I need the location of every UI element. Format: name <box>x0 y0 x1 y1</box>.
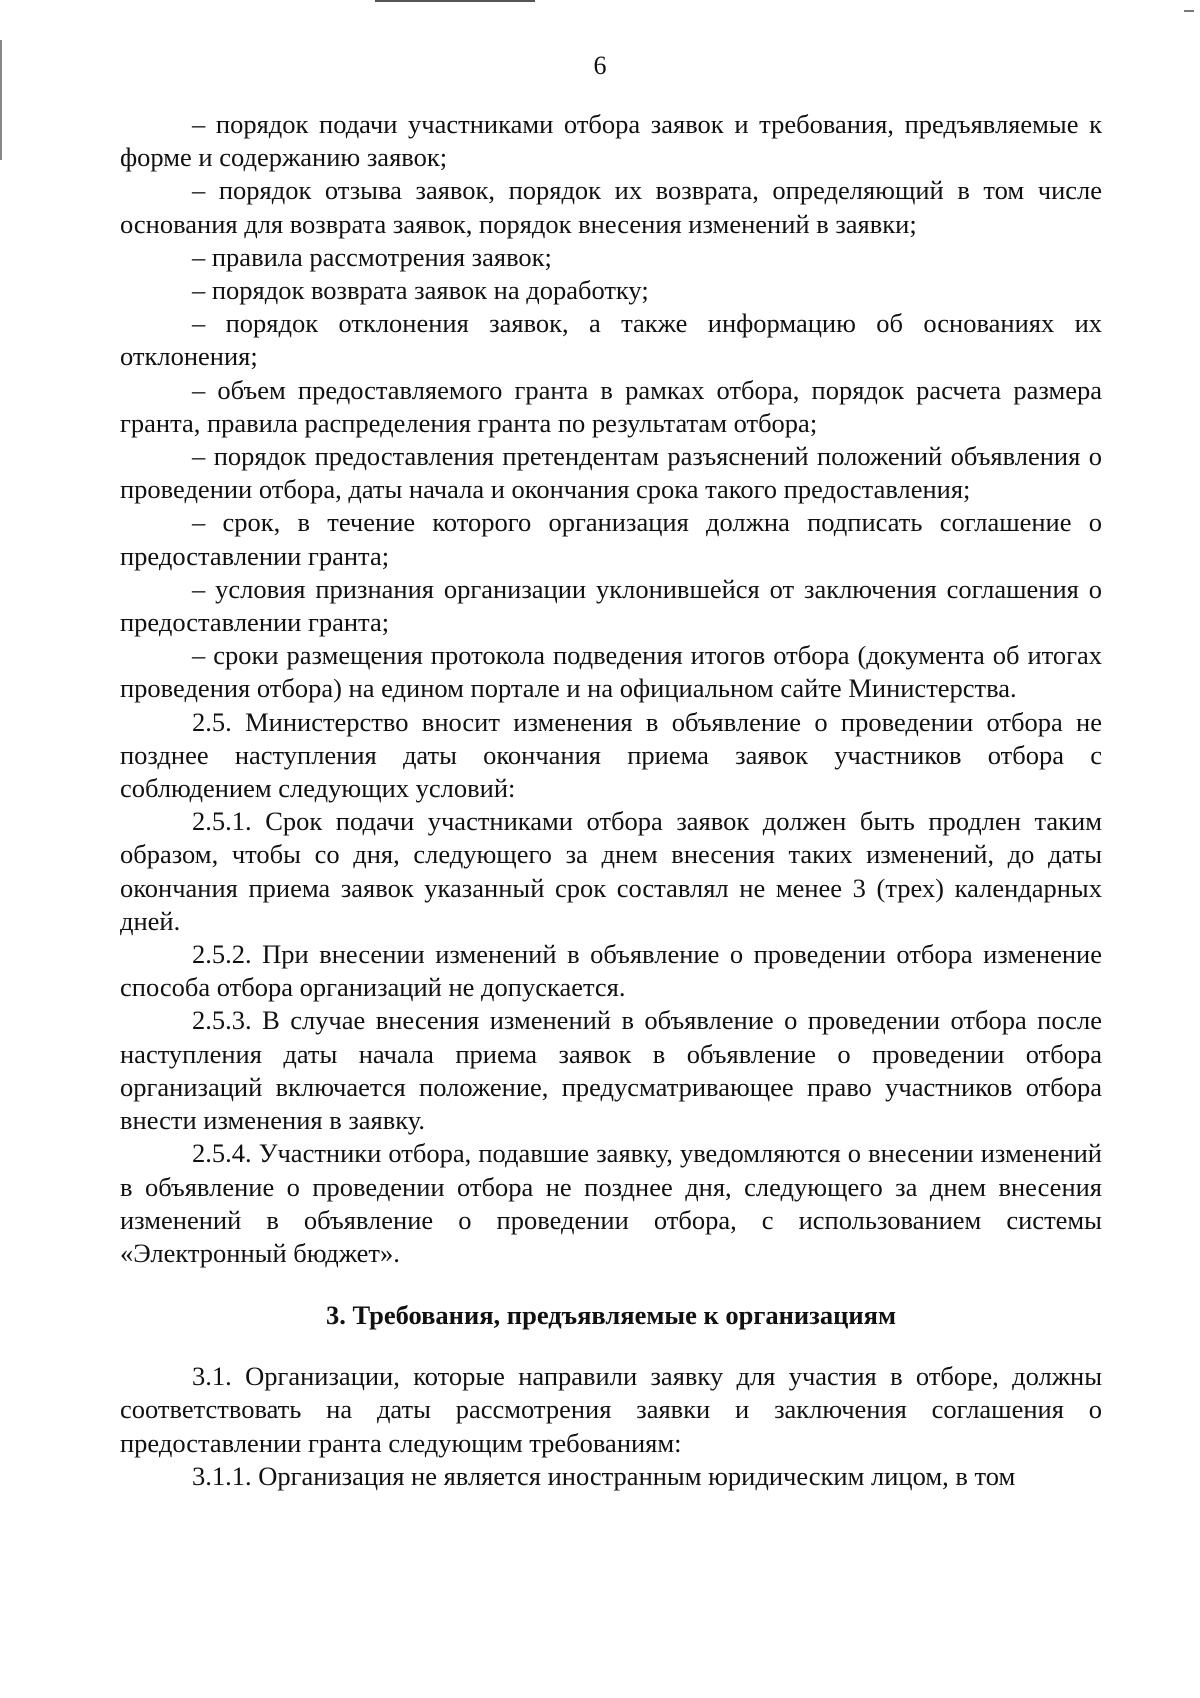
list-item: – условия признания организации уклонившейся от заключения соглашения о предоставлении гранта; <box>120 573 1102 638</box>
clause-paragraph: 2.5.2. При внесении изменений в объявление о проведении отбора изменение способа отбора организаций не допускается. <box>120 939 1102 1003</box>
list-item: – порядок отклонения заявок, а также информацию об основаниях их отклонения; <box>120 308 1102 372</box>
clause-paragraph: 3.1. Организации, которые направили заявку для участия в отборе, должны соответствовать на даты рассмотрения заявки и заключения соглашения о предоставлении гранта следующим требованиям: <box>120 1361 1102 1458</box>
page-number: 6 <box>593 51 607 80</box>
scan-artifact-line <box>375 0 535 2</box>
list-item: – порядок подачи участниками отбора заявок и требования, предъявляемые к форме и содержанию заявок; <box>120 109 1102 173</box>
list-item: – порядок возврата заявок на доработку; <box>192 275 649 306</box>
section-heading: 3. Требования, предъявляемые к организациям <box>325 1300 897 1331</box>
clause-paragraph: 2.5.4. Участники отбора, подавшие заявку, уведомляются о внесении изменений в объявление о проведении отбора не позднее дня, следующего за днем внесения изменений в объявление о проведении отбора, с использованием системы «Электронный бюджет». <box>120 1138 1102 1268</box>
clause-paragraph: 2.5.3. В случае внесения изменений в объявление о проведении отбора после наступления даты начала приема заявок в объявление о проведении отбора организаций включается положение, предусматривающее право участников отбора внести изменения в заявку. <box>120 1005 1102 1136</box>
list-item: – порядок предоставления претендентам разъяснений положений объявления о проведении отбора, даты начала и окончания срока такого предоставления; <box>120 441 1102 505</box>
list-item: – правила рассмотрения заявок; <box>192 241 552 272</box>
scan-artifact-mark <box>1184 10 1194 12</box>
clause-paragraph: 2.5. Министерство вносит изменения в объявление о проведении отбора не позднее наступления даты окончания приема заявок участников отбора с соблюдением следующих условий: <box>120 706 1102 804</box>
list-item: – порядок отзыва заявок, порядок их возврата, определяющий в том числе основания для возврата заявок, порядок внесения изменений в заявки; <box>120 175 1102 239</box>
list-item: – срок, в течение которого организация должна подписать соглашение о предоставлении гранта; <box>120 507 1102 571</box>
list-item: – сроки размещения протокола подведения итогов отбора (документа об итогах проведения отбора) на едином портале и на официальном сайте Министерства. <box>120 640 1102 704</box>
document-body <box>120 108 1102 1493</box>
list-item: – объем предоставляемого гранта в рамках отбора, порядок расчета размера гранта, правила распределения гранта по результатам отбора; <box>120 374 1102 438</box>
clause-paragraph: 2.5.1. Срок подачи участниками отбора заявок должен быть продлен таким образом, чтобы со дня, следующего за днем внесения таких изменений, до даты окончания приема заявок указанный срок составлял не менее 3 (трех) календарных дней. <box>120 806 1102 936</box>
clause-paragraph: 3.1.1. Организация не является иностранным юридическим лицом, в том <box>192 1460 1016 1491</box>
